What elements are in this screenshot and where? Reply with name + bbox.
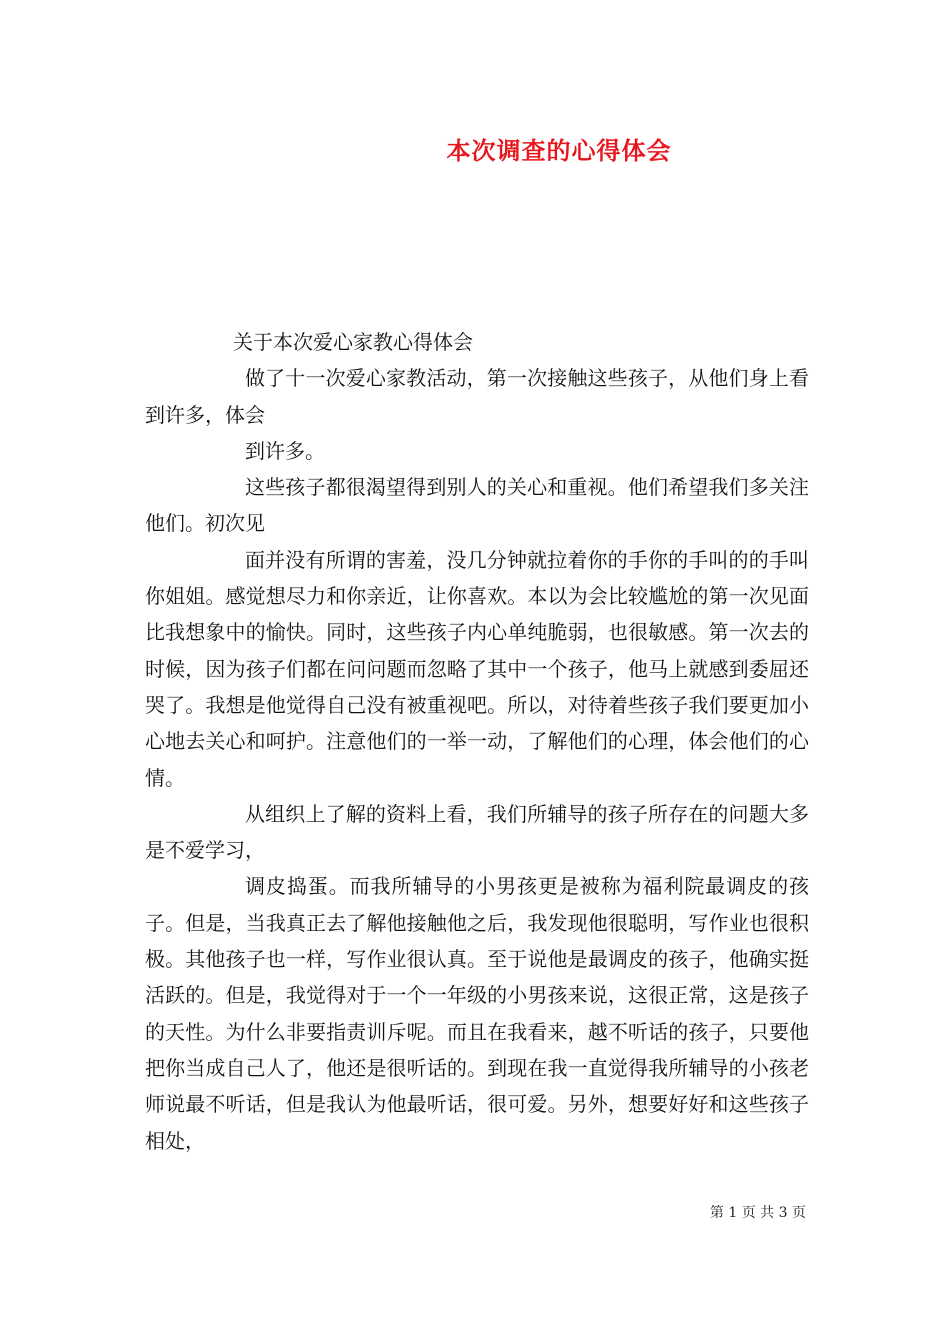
page-number: 第 1 页 共 3 页 xyxy=(709,1205,806,1221)
paragraph-2: 到许多。 xyxy=(245,438,325,463)
paragraph-5: 从组织上了解的资料上看，我们所辅导的孩子所存在的问题大多是不爱学习， xyxy=(145,801,809,863)
paragraph-6: 调皮捣蛋。而我所辅导的小男孩更是被称为福利院最调皮的孩子。但是，当我真正去了解他接触他之后，我发现他很聪明，写作业也很积极。其他孩子也一样，写作业很认真。至于说他是最调皮的孩子，他确实挺活跃的。但是，我觉得对于一个一年级的小男孩来说，这很正常，这是孩子的天性。为什么非要指责训斥呢。而且在我看来，越不听话的孩子，只要他把你当成自己人了，他还是很听话的。到现在我一直觉得我所辅导的小孩老师说最不听话，但是我认为他最听话，很可爱。另外，想要好好和这些孩子相处， xyxy=(145,874,809,1153)
document-lead: 关于本次爱心家教心得体会 xyxy=(233,330,473,354)
document-title: 本次调查的心得体会 xyxy=(446,136,672,165)
paragraph-3: 这些孩子都很渴望得到别人的关心和重视。他们希望我们多关注他们。初次见 xyxy=(145,475,809,536)
paragraph-4: 面并没有所谓的害羞，没几分钟就拉着你的手你的手叫的的手叫你姐姐。感觉想尽力和你亲近，让你喜欢。本以为会比较尴尬的第一次见面比我想象中的愉快。同时，这些孩子内心单纯脆弱，也很敏感。第一次去的时候，因为孩子们都在问问题而忽略了其中一个孩子，他马上就感到委屈还哭了。我想是他觉得自己没有被重视吧。所以，对待着些孩子我们要更加小心地去关心和呵护。注意他们的一举一动，了解他们的心理，体会他们的心情。 xyxy=(145,547,809,790)
paragraph-1: 做了十一次爱心家教活动，第一次接触这些孩子，从他们身上看到许多，体会 xyxy=(145,366,809,427)
document-body xyxy=(145,324,809,1159)
